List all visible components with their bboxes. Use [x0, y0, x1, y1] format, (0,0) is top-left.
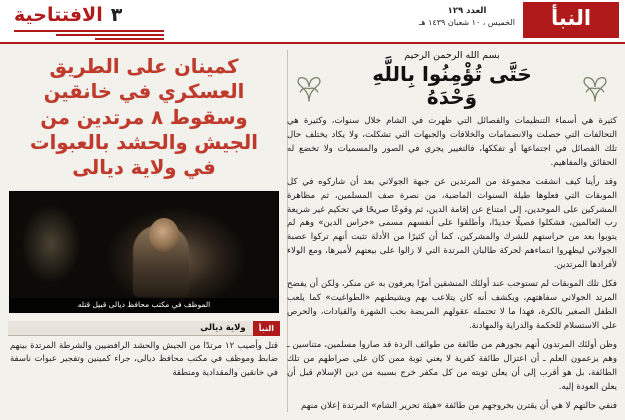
rule-line-1 [14, 30, 164, 32]
article-headline-line-2: وَحْدَهُ [426, 85, 478, 109]
publication-logo [523, 2, 619, 38]
article-paragraph: وقد رأينا كيف انشقت مجموعة من المرتدين عن جبهة الجولاني بعد أن شاركوه في كل الموبقات التي فعلوها طيلة السنوات الماضية، من نصرة صف المسلمين، ثم مظاهرة المشركين على الموحدين، إلى امتناع عن إقامة الدين، ثم وقوعًا صريحًا في تحكيم غير شريعة رب العالمين، فشكلوا فصيلًا جديدًا، وأطلقوا على أنفسهم مسمى «حراس الدين» وهم لم يتوبوا بعد من حراستهم للشرك والمشركين، كما أن كثيرًا من الأدلة تثبت أنهم تركوا عصبة الجولاني ليظهروا انتماءهم لحركة طالبان المرتدة التي لا زالوا على بيعتهم لأميرها، ومع الولاء لأفرادها المرتدين. [287, 176, 617, 271]
issue-number: العدد ١٢٩ [447, 6, 487, 16]
article-headline [287, 63, 617, 109]
publication-logo-text: النبأ [550, 6, 592, 30]
floral-ornament-icon [577, 69, 613, 105]
issue-meta [417, 5, 517, 29]
masthead [0, 0, 625, 44]
article-paragraph: كثيرة هي أسماء التنظيمات والفصائل التي ظهرت في الشام خلال سنوات، وكثيرة هي التحالفات التي حصلت والانضمامات والخلافات والجبهات التي تشكلت، ولا يكاد يختلف حال تلك الفصائل في اجتماعها أو تفككها، فالتغيير يجري في الصور والمسميات ولا تخضع له الحقائق والمفاهيم. [287, 116, 617, 168]
photo-caption: الموظف في مكتب محافظ ديالى قبيل قتله [10, 298, 278, 312]
issue-date: الخميس ، ١٠ شعبان ١٤٣٩ هـ [419, 18, 515, 28]
floral-ornament-icon [291, 69, 327, 105]
article-paragraph: فكل تلك الموبقات لم تستوجب عند أولئك المنشقين أمرًا يعرفون به عن منكر، ولكن أن يفضح المرتد الجولاني سفاهتهم، ويكشف أنه كان يتلاعب بهم ويشيطنهم «الطواغيت» كما يلعب الطفل الصغير بالكرة، فهذا ما لا تحتمله عقولهم المريضة بحب الشهرة والقيادات، والحرص على الاستسلام للحكمة والدراية والمهادنة. [287, 279, 617, 331]
news-column [8, 48, 280, 413]
news-headline: كمينان على الطريق العسكري في خانقين وسقوط ٨ مرتدين من الجيش والحشد بالعبوات في ولاية ديالى [30, 55, 258, 180]
rule-line-3 [95, 38, 164, 40]
section-label: ولاية ديالى [8, 321, 253, 336]
rule-line-2 [56, 34, 164, 36]
editorial-header [14, 4, 122, 26]
masthead-rules [14, 30, 164, 42]
news-photo [9, 191, 279, 313]
section-tag: النبأ [253, 321, 280, 336]
news-paragraph: قتل وأصيب ١٢ مرتدًا من الجيش والحشد الرافضيين والشرطة المرتدة بينهم ضابط وموظف في مكتب محافظ ديالى، جراء كمينين وتفجير عبوات ناسفة في خانقين والمقدادية ومنطقة [10, 340, 278, 378]
article-paragraph: فنفي حالتهم لا هي أن يقترن بخروجهم من طائفة «هيئة تحرير الشام» المرتدة إعلان منهم [301, 400, 617, 411]
article-body [287, 115, 617, 413]
section-bar [8, 321, 280, 336]
basmala: بسم الله الرحمن الرحيم [404, 50, 500, 61]
page-title: الافتتاحية [14, 4, 103, 26]
photo-light-glow [21, 204, 81, 284]
page-number: ٣ [110, 4, 123, 26]
article-paragraph: وظن أولئك المرتدون أنهم بجورهم من طائفة من طوائف الردة قد صاروا مسلمين، متناسين ـ وهم يزعمون العلم ـ أن اعتزال طائفة كفرية لا يعني توبة ممن كان على صراطهم من تلك الطائفة، بل هو أقرب إلى أن يعلن توبته من كل مكفر خرج بسببه من دين الإسلام قبل أن يعلن العودة إليه. [287, 339, 617, 392]
editorial-article [287, 48, 617, 413]
article-headline-line-1: حَتَّى تُؤْمِنُوا بِاللَّهِ [372, 62, 532, 86]
news-body [8, 340, 280, 381]
